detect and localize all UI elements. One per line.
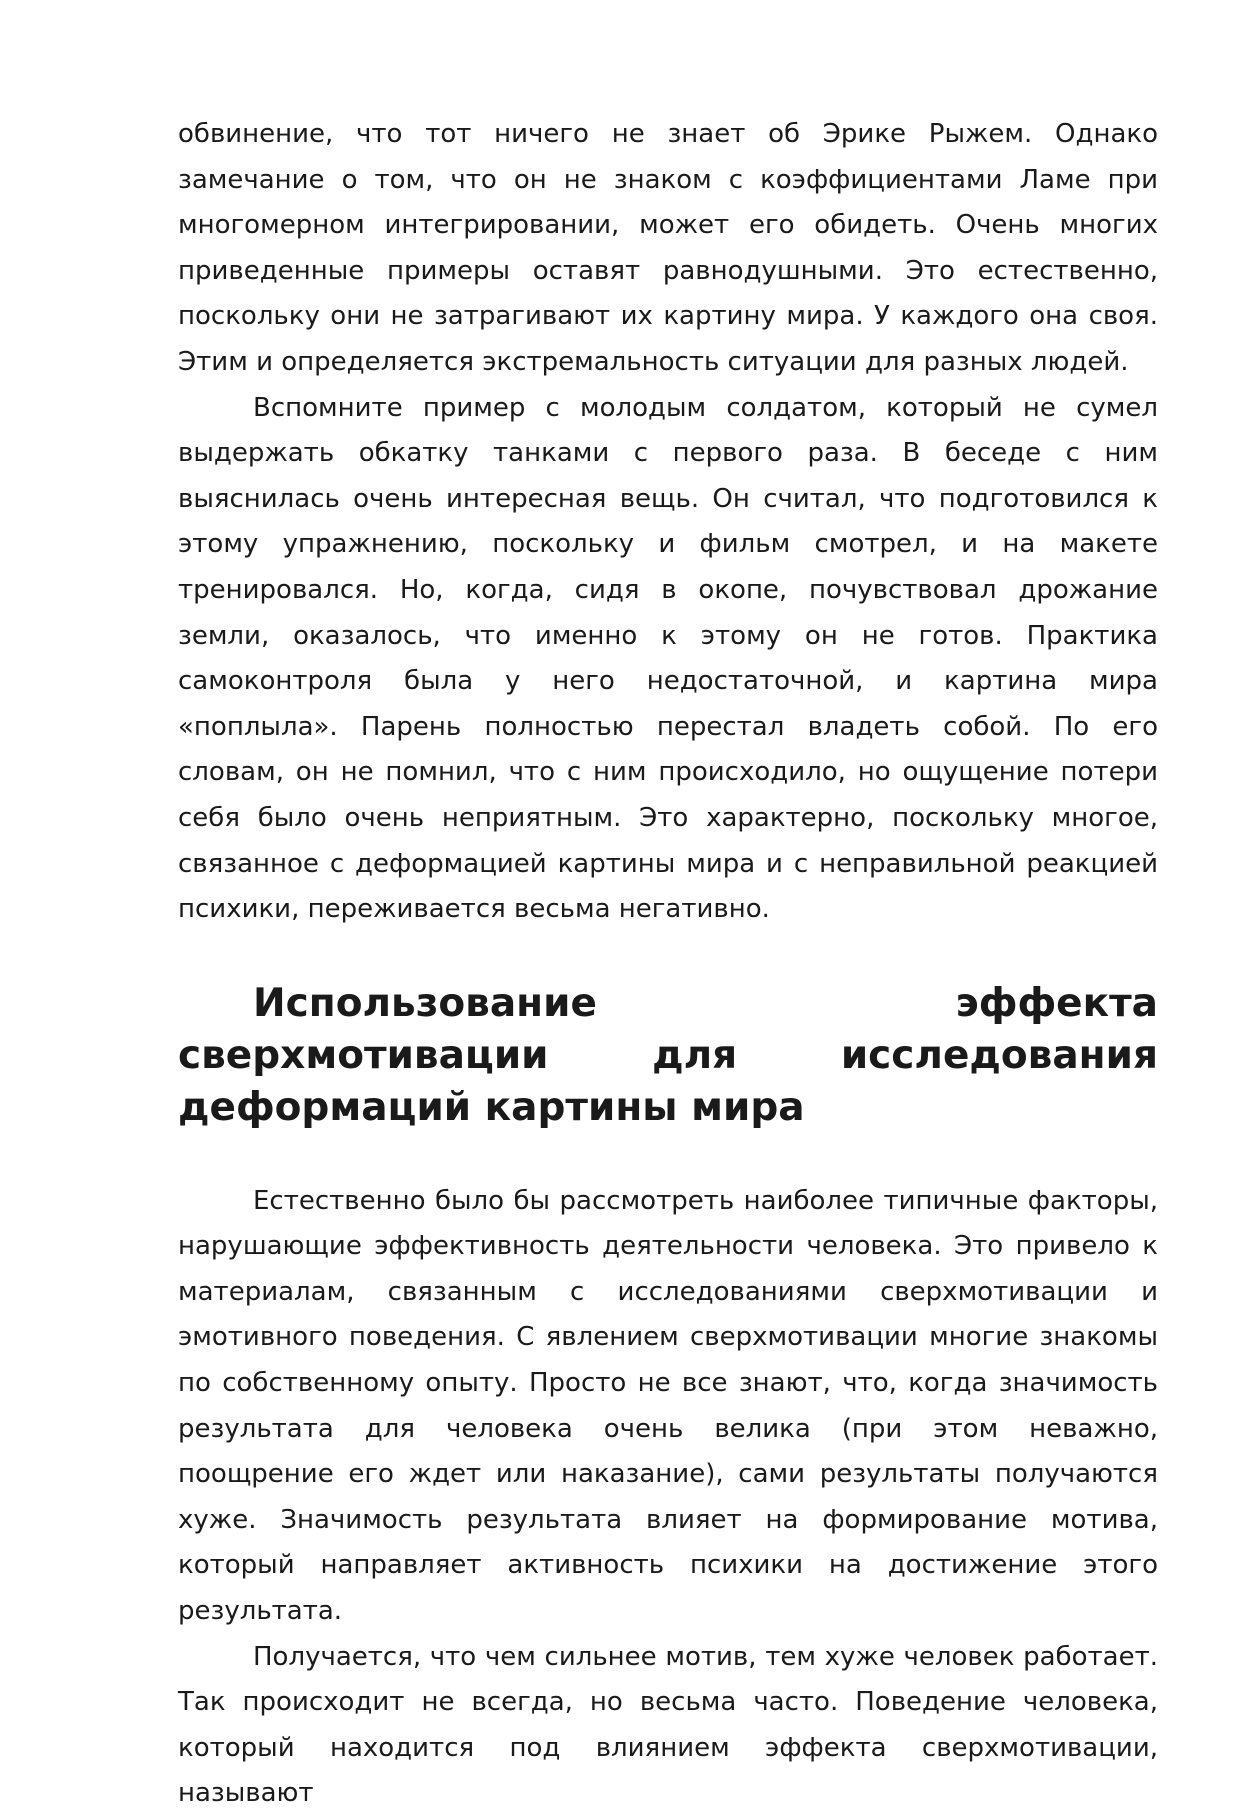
paragraph-motive-strength: Получается, что чем сильнее мотив, тем хуже человек работает. Так происходит не всегда, но весьма часто. Поведение человека, который находится под влиянием эффекта сверхмотивации, называют bbox=[178, 1641, 1158, 1809]
paragraph-overmotivation: Естественно было бы рассмотреть наиболее типичные факторы, нарушающие эффективность деятельности человека. Это привело к материалам, связанным с исследованиями сверхмотивации и эмотивного поведения. С явлением сверхмотивации многие знакомы по собственному опыту. Просто не все знают, что, когда значимость результата для человека очень велика (при этом неважно, поощрение его ждет или наказание), сами результаты получаются хуже. Значимость результата влияет на формирование мотива, который направляет активность психики на достижение этого результата. bbox=[178, 1185, 1158, 1627]
document-page bbox=[178, 112, 1158, 1817]
paragraph-continuation: обвинение, что тот ничего не знает об Эрике Рыжем. Однако замечание о том, что он не знаком с коэффициентами Ламе при многомерном интегрировании, может его обидеть. Очень многих приведенные примеры оставят равнодушными. Это естественно, поскольку они не затрагивают их картину мира. У каждого она своя. Этим и определяется экстремальность ситуации для разных людей. bbox=[178, 119, 1158, 377]
section-heading: Использование эффекта сверхмотивации для исследования деформаций картины мира bbox=[178, 980, 1158, 1130]
paragraph-soldier-example: Вспомните пример с молодым солдатом, который не сумел выдержать обкатку танками с первого раза. В беседе с ним выяснилась очень интересная вещь. Он считал, что подготовился к этому упражнению, поскольку и фильм смотрел, и на макете тренировался. Но, когда, сидя в окопе, почувствовал дрожание земли, оказалось, что именно к этому он не готов. Практика самоконтроля была у него недостаточной, и картина мира «поплыла». Парень полностью перестал владеть собой. По его словам, он не помнил, что с ним происходило, но ощущение потери себя было очень неприятным. Это характерно, поскольку многое, связанное с деформацией картины мира и с неправильной реакцией психики, переживается весьма негативно. bbox=[178, 392, 1158, 925]
